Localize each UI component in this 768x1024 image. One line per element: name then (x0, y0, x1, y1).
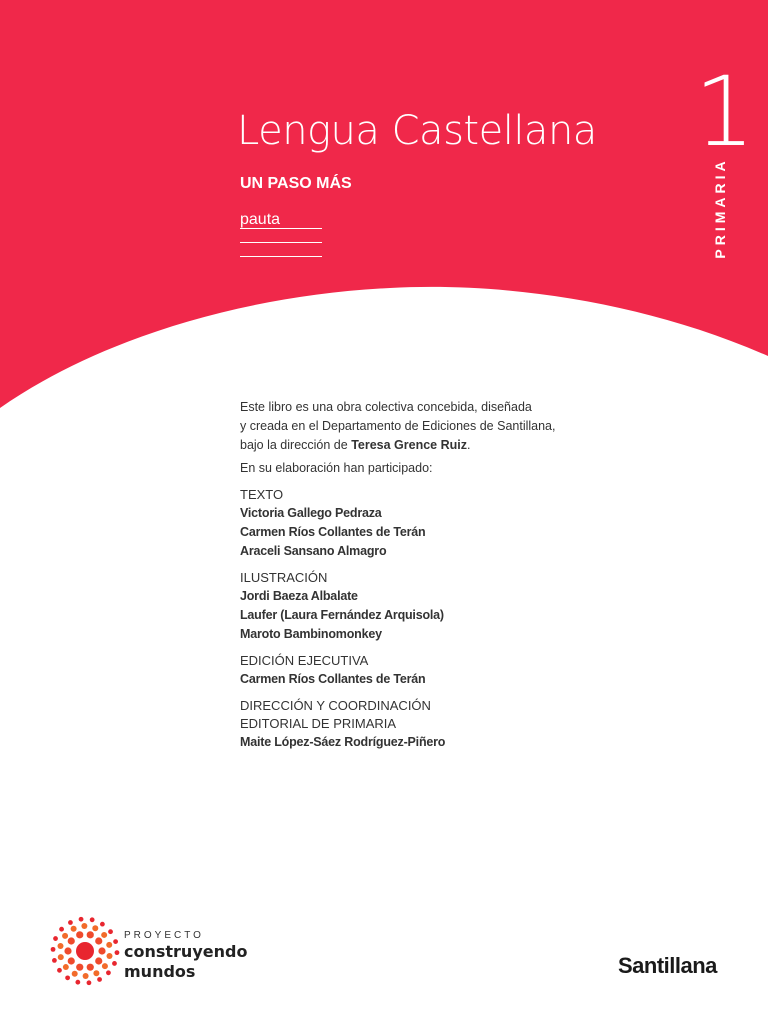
section-title: ILUSTRACIÓN (240, 570, 328, 585)
logo-dot (95, 937, 102, 944)
logo-dot (107, 953, 113, 959)
logo-dot (76, 931, 83, 938)
logo-center-dot (76, 942, 94, 960)
credits-section-direction (240, 697, 570, 752)
logo-dot (72, 971, 78, 977)
logo-dot (106, 942, 112, 948)
logo-dot (57, 968, 62, 973)
logo-dot (65, 975, 70, 980)
section-title-line2: EDITORIAL DE PRIMARIA (240, 716, 397, 731)
credits-section-executive-edition (240, 652, 570, 689)
contributor-name: Maroto Bambinomonkey (240, 627, 382, 641)
intro-line: y creada en el Departamento de Ediciones de Santillana, (240, 419, 556, 433)
credits-section-illustration (240, 569, 570, 644)
writing-line (240, 242, 322, 243)
logo-dot (87, 931, 94, 938)
project-name-line2: mundos (124, 962, 196, 981)
credits-section-text (240, 486, 570, 561)
logo-dot (81, 923, 87, 929)
logo-dot (97, 977, 102, 982)
contributor-name: Victoria Gallego Pedraza (240, 506, 382, 520)
book-title: Lengua Castellana (237, 108, 597, 154)
logo-dot (87, 980, 92, 985)
logo-dot (68, 920, 73, 925)
logo-dot (101, 932, 107, 938)
dotted-sun-icon (50, 916, 120, 986)
logo-dot (51, 947, 56, 952)
writing-line (240, 256, 322, 257)
credits-block (240, 398, 570, 760)
logo-dot (100, 922, 105, 927)
contributor-name: Maite López-Sáez Rodríguez-Piñero (240, 735, 446, 749)
publisher-logo: Santillana (618, 953, 717, 978)
contributor-name: Laufer (Laura Fernández Arquisola) (240, 608, 444, 622)
logo-dot (75, 980, 80, 985)
contributor-name: Carmen Ríos Collantes de Terán (240, 672, 426, 686)
book-subtitle: UN PASO MÁS (240, 175, 352, 192)
intro-end: . (466, 438, 471, 452)
logo-dot (102, 963, 108, 969)
logo-dot (106, 970, 111, 975)
logo-dot (98, 947, 105, 954)
logo-dot (112, 961, 117, 966)
intro-line: bajo la dirección de (240, 438, 352, 452)
grade-number: 1 (694, 56, 756, 168)
credits-intro (240, 398, 570, 455)
grade-label: PRIMARIA (712, 157, 728, 259)
writing-line (240, 228, 322, 229)
logo-dot (113, 939, 118, 944)
red-header-background (0, 0, 768, 420)
logo-dot (115, 950, 120, 955)
logo-dot (53, 936, 58, 941)
logo-dot (59, 927, 64, 932)
logo-dot (71, 926, 77, 932)
logo-dot (68, 957, 75, 964)
contributor-name: Carmen Ríos Collantes de Terán (240, 525, 426, 539)
intro-line: Este libro es una obra colectiva concebida, diseñada (240, 400, 532, 414)
logo-dot (93, 970, 99, 976)
logo-dot (58, 943, 64, 949)
section-title: TEXTO (240, 487, 284, 502)
contributor-name: Jordi Baeza Albalate (240, 589, 358, 603)
logo-dot (68, 937, 75, 944)
logo-dot (79, 917, 84, 922)
logo-dot (92, 925, 98, 931)
logo-dot (76, 964, 83, 971)
logo-dot (62, 933, 68, 939)
participated-label: En su elaboración han participado: (240, 461, 433, 475)
logo-dot (83, 973, 89, 979)
logo-dot (63, 964, 69, 970)
logo-dot (90, 917, 95, 922)
logo-dot (58, 954, 64, 960)
pauta-label: pauta (240, 211, 281, 228)
logo-dot (52, 958, 57, 963)
contributor-name: Araceli Sansano Almagro (240, 544, 387, 558)
project-label: PROYECTO (124, 930, 204, 941)
logo-dot (108, 929, 113, 934)
project-name-line1: construyendo (124, 942, 248, 961)
project-name (124, 942, 264, 982)
section-title: DIRECCIÓN Y COORDINACIÓN (240, 698, 431, 713)
director-name: Teresa Grence Ruiz (351, 438, 467, 452)
logo-dot (87, 964, 94, 971)
section-title: EDICIÓN EJECUTIVA (240, 653, 369, 668)
logo-dot (95, 957, 102, 964)
logo-dot (64, 947, 71, 954)
